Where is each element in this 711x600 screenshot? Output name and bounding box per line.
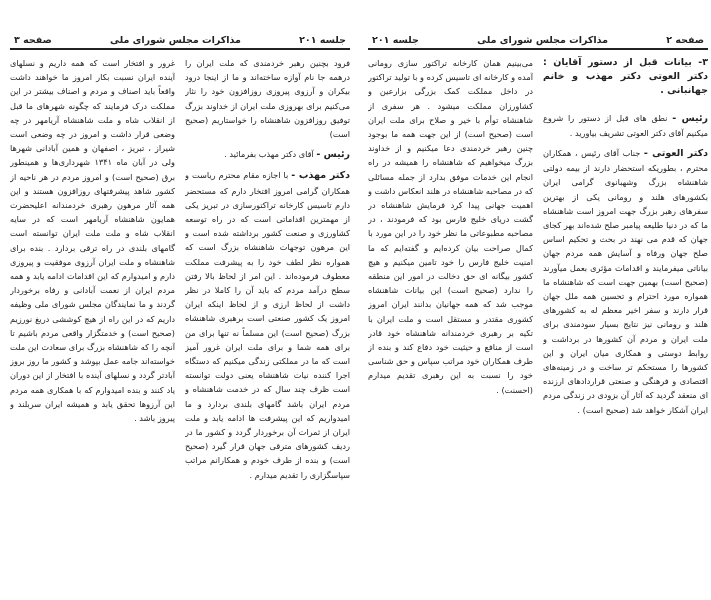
speaker-name: رئیس - — [316, 149, 350, 161]
body-paragraph: فرود بچنین رهبر خردمندی که ملت ایران را درهمه جا نام آوازه ساخته‌اند و ما از اینجا درود بیکران و آرزوی پیروزی روزافزون خود را نثار می‌کنیم برای بهروزی ملت ایران از خداوند بزرگ توفیق روزافزون شاهنشاه را خواستاریم (صحیح است) — [185, 58, 350, 140]
session-number: جلسه ۲۰۱ — [299, 35, 346, 46]
text-column-right — [185, 56, 350, 596]
header-title: مذاکرات مجلس شورای ملی — [477, 35, 609, 46]
page-header — [368, 30, 708, 50]
body-paragraph: می‌بینیم همان کارخانه تراکتور سازی رومانی آمده و کارخانه ای تاسیس کرده و با تولید تراکتور در داخل مملکت کمک بزرگی بزارعین و کشاورزان مملکت میشود . هر سفری از شاهنشاه توأم با خیر و صلاح برای ملت ایران است (صحیح است) از این جهت همه ما بوجود چنین رهبر خردمندی دعا میکنیم و از خداوند بزرگ میخواهیم که شاهنشاه را همیشه در راه انجام این خدمات موفق بدارد از جمله مسائلی که در مصاحبه شاهنشاه در هلند انعکاس داشت و اهمیت جهانی پیدا کرد فرمایش شاهنشاه در گشت دریای خلیج فارس بود که فرمودند ، در مصاحبه مطبوعاتی ما نظر خود را در این مورد با کمال صراحت بیان کرده‌ایم و گفته‌ایم که ما امنیت خلیج فارس را خود تامین میکنیم و هیچ کشور بیگانه ای حق دخالت در امور این منطقه را ندارد (صحیح است) این بیانات شاهنشاه موجب شد که همه جهانیان بدانند ایران امروز کشوری مقتدر و مستقل است و ملت ایران با تکیه بر رهبری خردمندانه شاهنشاه خود قادر است از منافع و حیثیت خود دفاع کند و بنده از طرف همکاران خود مراتب سپاس و حق شناسی خود را نسبت به این رهبری تقدیم میدارم (احسنت) . — [368, 58, 533, 395]
speaker-paragraph — [543, 146, 708, 417]
speech-text: با اجازه مقام محترم ریاست و همکاران گرامی امروز افتخار دارم که مستحضر دارم تاسیس کارخانه تراکتورسازی در تبریز یکی از مهمترین اقداماتی است که در راه توسعه کشاورزی و صنعت کشور برداشته شده است و این مرهون توجهات شاهنشاه بزرگ است که همواره نظر لطف خود را به پیشرفت مملکت معطوف فرموده‌اند . این امر از لحاظ بالا رفتن سطح درآمد مردم که باید آن را کاملا در نظر داشت از لحاظ ارزی و از لحاظ اینکه ایران امروز یک کشور صنعتی است برهبری شاهنشاه بزرگ (صحیح است) این مسلماً نه تنها برای من برای همه شما و برای ملت ایران غرور آمیز است که ما در مملکتی زندگی میکنیم که دستگاه اجرا کننده نیات شاهنشاه یعنی دولت توانسته است ظرف چند سال که در خدمت شاهنشاه و مردم ایران باشد گامهای بلندی بردارد و ما امیدواریم که این پیشرفت ها ادامه یابد و ملت ایران از ثمرات آن برخوردار گردد و کشور ما در ردیف کشورهای مترقی جهان قرار گیرد (صحیح است) و بنده از طرف خودم و همکارانم مراتب سپاسگزاری را تقدیم میدارم . — [185, 170, 350, 480]
text-column-right — [543, 56, 708, 596]
page-header — [10, 30, 350, 50]
speaker-name: دکتر مهذب - — [291, 170, 350, 182]
text-column-left — [368, 56, 533, 596]
speech-text: نطق های قبل از دستور را شروع میکنیم آقای دکتر العوتی تشریف بیاورید . — [543, 112, 708, 138]
speaker-paragraph — [185, 168, 350, 481]
text-column-left — [10, 56, 175, 596]
page-number: صفحه ۳ — [14, 35, 52, 46]
body-paragraph: غرور و افتخار است که همه داریم و نسلهای آینده ایران نسبت بکار امروز ما خواهند داشت واقعاً باید اصناف و مردم و اصناف بیشتر در این مملکت درک فرمایند که چگونه شهرهای ما قبل از انقلاب شاه و ملت شاهنشاه آریامهر در چه وضعی قرار داشت و امروز در چه وضعی است شیراز ، تبریز ، اصفهان و همین آبادانی شهرها ولی در آبان ماه ۱۳۴۱ شهرداری‌ها و همینطور برق (صحیح است) و امروز مردم در هر ناحیه از کشور شاهد پیشرفتهای روزافزون هستند و این همه آثار مرهون رهبری خردمندانه اعلیحضرت همایون شاهنشاه آریامهر است که در سایه انقلاب شاه و ملت ملت ایران توانسته است گامهای بلندی در راه ترقی بردارد . بنده برای شاهنشاه و ملت ایران آرزوی موفقیت و پیروزی دارم و امیدوارم که این اقدامات ادامه یابد و همه مردم ایران از نعمت آبادانی و رفاه برخوردار گردند و ما نمایندگان مجلس شورای ملی وظیفه داریم که در این راه از هیچ کوششی دریغ نورزیم (صحیح است) و خدمتگزار واقعی مردم باشیم تا آنچه را که شاهنشاه بزرگ برای سعادت این ملت خواسته‌اند جامه عمل بپوشد و کشور ما روز بروز آبادتر گردد و نسلهای آینده با افتخار از این دوران یاد کنند و بنده امیدوارم که با همکاری همه مردم این آرزوها تحقق یابد و همیشه ایران سربلند و پیروز باشد . — [10, 58, 175, 424]
speaker-name: دکتر العوتی - — [643, 148, 708, 160]
speech-text: جناب آقای رئیس ، همکاران محترم ، بطوریکه استحضار دارند از بیمه دولتی شاهنشاه بزرگ وشهبانوی گرامی ایران بکشورهای هلند و رومانی یکی از بهترین سفرهای رهبر بزرگ جهت امروز است شاهنشاه ما که در دنیا طلیعه پیامبر صلح شده‌اند بهر کجای جهان که قدم می نهند در بحث و تحکیم اساس صلح جهان ورفاه و آسایش همه مردم جهان بیاناتی میفرمایند و اقدامات مؤثری بعمل میآورند (صحیح است) بهمین جهت است که شاهنشاه ما همواره مورد احترام و تحسین همه ملل جهان قرار دارند و سفر اخیر معظم له به کشورهای هلند و رومانی نیز نتایج بسیار سودمندی برای ملت ایران و مردم آن کشورها در برداشت و روابط دوستی و همکاری میان ایران و این کشورها را مستحکم تر ساخت و در زمینه‌های اقتصادی و فرهنگی و صنعتی قراردادهای ارزنده ای منعقد گردید که آثار آن بزودی در زندگی مردم ایران آشکار خواهد شد (صحیح است) . — [543, 148, 708, 415]
speaker-paragraph — [185, 147, 350, 162]
speaker-paragraph — [543, 111, 708, 140]
left-page — [10, 30, 350, 595]
session-number: جلسه ۲۰۱ — [372, 35, 419, 46]
speaker-name: رئیس - — [672, 112, 708, 124]
page-number: صفحه ۲ — [666, 35, 704, 46]
right-page — [368, 30, 708, 595]
section-title: ۳- بیانات قبل از دستور آقایان : دکتر العوتی دکتر مهذب و خانم جهانبانی . — [543, 57, 708, 97]
header-title: مذاکرات مجلس شورای ملی — [109, 35, 241, 46]
speech-text: آقای دکتر مهذب بفرمائید . — [224, 149, 314, 160]
